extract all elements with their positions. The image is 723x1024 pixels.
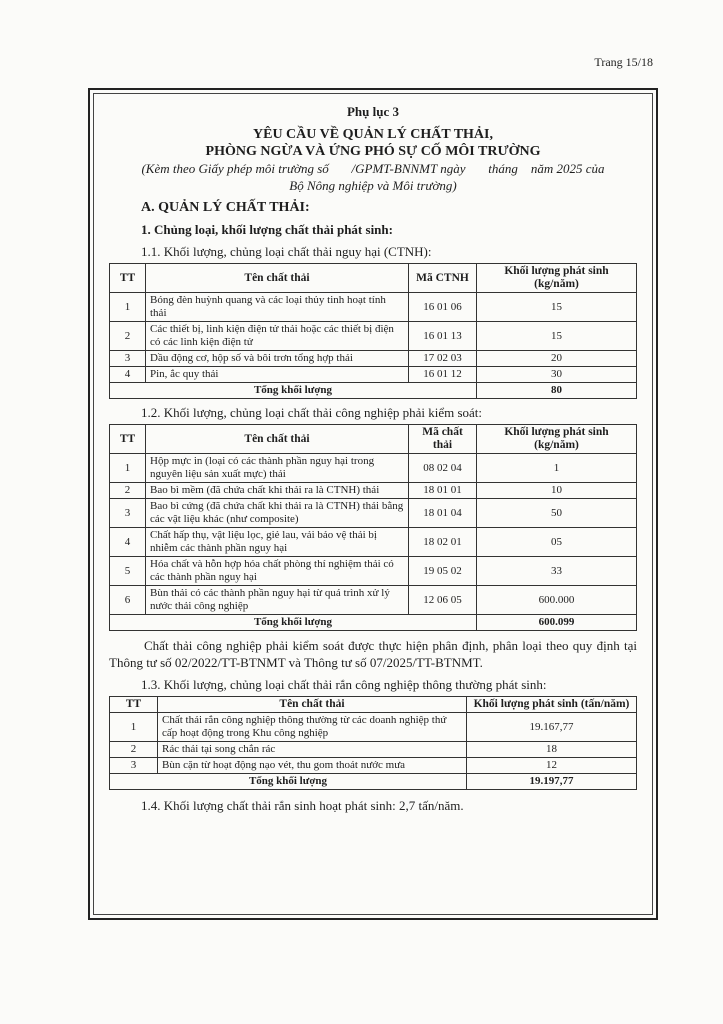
table-cell: 2 xyxy=(110,742,158,758)
table-cell: 10 xyxy=(477,483,637,499)
table-cell: 16 01 06 xyxy=(409,293,477,322)
total-label: Tổng khối lượng xyxy=(110,383,477,399)
subsection-1-4-text: 1.4. Khối lượng chất thải rắn sinh hoạt phát sinh: 2,7 tấn/năm. xyxy=(141,798,464,813)
table-cell: 18 01 04 xyxy=(409,499,477,528)
subtitle-line-1: (Kèm theo Giấy phép môi trường số /GPMT-BNNMT ngày tháng năm 2025 của xyxy=(141,161,605,176)
total-value: 80 xyxy=(477,383,637,399)
table-cell: 30 xyxy=(477,367,637,383)
table-row xyxy=(110,293,637,322)
table-header-row xyxy=(110,697,637,713)
table-row xyxy=(110,454,637,483)
table-cell: 15 xyxy=(477,322,637,351)
document-frame xyxy=(88,88,658,920)
table-row xyxy=(110,742,637,758)
table-cell: 08 02 04 xyxy=(409,454,477,483)
table-cell: 2 xyxy=(110,322,146,351)
subsection-1-3-heading: 1.3. Khối lượng, chủng loại chất thải rắn công nghiệp thông thường phát sinh: xyxy=(141,677,547,692)
header-cell: Mã chất thải xyxy=(409,425,477,454)
table-cell: 5 xyxy=(110,557,146,586)
table-cell: Dầu động cơ, hộp số và bôi trơn tổng hợp thải xyxy=(146,351,409,367)
table-cell: Bao bì mềm (đã chứa chất khi thải ra là CTNH) thải xyxy=(146,483,409,499)
table-row xyxy=(110,322,637,351)
table-cell: 19.167,77 xyxy=(467,713,637,742)
table-row xyxy=(110,713,637,742)
table-cell: 18 01 01 xyxy=(409,483,477,499)
table-row xyxy=(110,557,637,586)
subsection-1-2-heading: 1.2. Khối lượng, chủng loại chất thải công nghiệp phải kiểm soát: xyxy=(141,405,483,420)
document-content xyxy=(109,102,637,814)
table-header-row xyxy=(110,264,637,293)
table-row xyxy=(110,367,637,383)
table-header-row xyxy=(110,425,637,454)
table-cell: 12 xyxy=(467,758,637,774)
section-a-heading: A. QUẢN LÝ CHẤT THẢI: xyxy=(141,200,310,215)
section-1-heading: 1. Chủng loại, khối lượng chất thải phát sinh: xyxy=(141,222,393,237)
title-line-1: YÊU CẦU VỀ QUẢN LÝ CHẤT THẢI, xyxy=(253,127,493,142)
classification-paragraph: Chất thải công nghiệp phải kiểm soát được thực hiện phân định, phân loại theo quy định tại Thông tư số 02/2022/TT-BTNMT và Thông tư số 07/2025/TT-BTNMT. xyxy=(109,638,637,670)
table-cell: Chất hấp thụ, vật liệu lọc, giẻ lau, vải bảo vệ thải bị nhiễm các thành phần nguy hại xyxy=(146,528,409,557)
table-cell: 20 xyxy=(477,351,637,367)
table-cell: Bùn cặn từ hoạt động nạo vét, thu gom thoát nước mưa xyxy=(158,758,467,774)
table-cell: 3 xyxy=(110,351,146,367)
subtitle-line-2: Bộ Nông nghiệp và Môi trường) xyxy=(289,178,457,193)
total-value: 600.099 xyxy=(477,615,637,631)
table-cell: Hóa chất và hỗn hợp hóa chất phòng thí nghiệm thải có các thành phần nguy hại xyxy=(146,557,409,586)
table-cell: 4 xyxy=(110,367,146,383)
table-row xyxy=(110,758,637,774)
table-cell: 600.000 xyxy=(477,586,637,615)
subsection-1-1-heading: 1.1. Khối lượng, chủng loại chất thải nguy hại (CTNH): xyxy=(141,244,432,259)
table-cell: 15 xyxy=(477,293,637,322)
page-number: Trang 15/18 xyxy=(594,55,653,69)
table-cell: 19 05 02 xyxy=(409,557,477,586)
table-cell: Bùn thải có các thành phần nguy hại từ quá trình xử lý nước thải công nghiệp xyxy=(146,586,409,615)
table-row xyxy=(110,483,637,499)
table-cell: Hộp mực in (loại có các thành phần nguy hại trong nguyên liệu sản xuất mực) thải xyxy=(146,454,409,483)
header-cell: Tên chất thải xyxy=(146,264,409,293)
table-total-row xyxy=(110,615,637,631)
ordinary-solid-waste-table xyxy=(109,696,637,790)
header-cell: Tên chất thải xyxy=(158,697,467,713)
hazardous-waste-table xyxy=(109,263,637,399)
table-cell: Rác thải tại song chắn rác xyxy=(158,742,467,758)
table-row xyxy=(110,351,637,367)
table-cell: 50 xyxy=(477,499,637,528)
total-value: 19.197,77 xyxy=(467,774,637,790)
document-subtitle xyxy=(109,160,637,194)
header-cell: TT xyxy=(110,264,146,293)
table-cell: 1 xyxy=(110,293,146,322)
table-cell: 17 02 03 xyxy=(409,351,477,367)
table-total-row xyxy=(110,383,637,399)
table-cell: Bao bì cứng (đã chứa chất khi thải ra là CTNH) thải bằng các vật liệu khác (như composite) xyxy=(146,499,409,528)
header-cell: Mã CTNH xyxy=(409,264,477,293)
header-cell: Khối lượng phát sinh (tấn/năm) xyxy=(467,697,637,713)
table-cell: 1 xyxy=(110,713,158,742)
table-cell: 16 01 12 xyxy=(409,367,477,383)
table-row xyxy=(110,528,637,557)
total-label: Tổng khối lượng xyxy=(110,774,467,790)
total-label: Tổng khối lượng xyxy=(110,615,477,631)
table-cell: 33 xyxy=(477,557,637,586)
document-title xyxy=(109,126,637,160)
table-cell: 1 xyxy=(110,454,146,483)
title-line-2: PHÒNG NGỪA VÀ ỨNG PHÓ SỰ CỐ MÔI TRƯỜNG xyxy=(205,144,541,159)
table-cell: 2 xyxy=(110,483,146,499)
header-cell: TT xyxy=(110,425,146,454)
header-cell: Khối lượng phát sinh (kg/năm) xyxy=(477,264,637,293)
table-cell: 4 xyxy=(110,528,146,557)
table-total-row xyxy=(110,774,637,790)
table-cell: 6 xyxy=(110,586,146,615)
table-cell: Chất thải rắn công nghiệp thông thường từ các doanh nghiệp thứ cấp hoạt động trong Khu công nghiệp xyxy=(158,713,467,742)
controlled-industrial-waste-table xyxy=(109,424,637,631)
table-cell: 16 01 13 xyxy=(409,322,477,351)
table-cell: Các thiết bị, linh kiện điện tử thải hoặc các thiết bị điện có các linh kiện điện tử xyxy=(146,322,409,351)
appendix-heading: Phụ lục 3 xyxy=(346,104,399,119)
header-cell: Tên chất thải xyxy=(146,425,409,454)
table-row xyxy=(110,586,637,615)
table-cell: 18 02 01 xyxy=(409,528,477,557)
header-cell: Khối lượng phát sinh (kg/năm) xyxy=(477,425,637,454)
table-cell: 3 xyxy=(110,499,146,528)
table-cell: Pin, ắc quy thải xyxy=(146,367,409,383)
table-cell: 12 06 05 xyxy=(409,586,477,615)
header-cell: TT xyxy=(110,697,158,713)
table-cell: 3 xyxy=(110,758,158,774)
table-cell: 1 xyxy=(477,454,637,483)
table-row xyxy=(110,499,637,528)
table-cell: 18 xyxy=(467,742,637,758)
table-cell: 05 xyxy=(477,528,637,557)
table-cell: Bóng đèn huỳnh quang và các loại thủy tinh hoạt tính thải xyxy=(146,293,409,322)
